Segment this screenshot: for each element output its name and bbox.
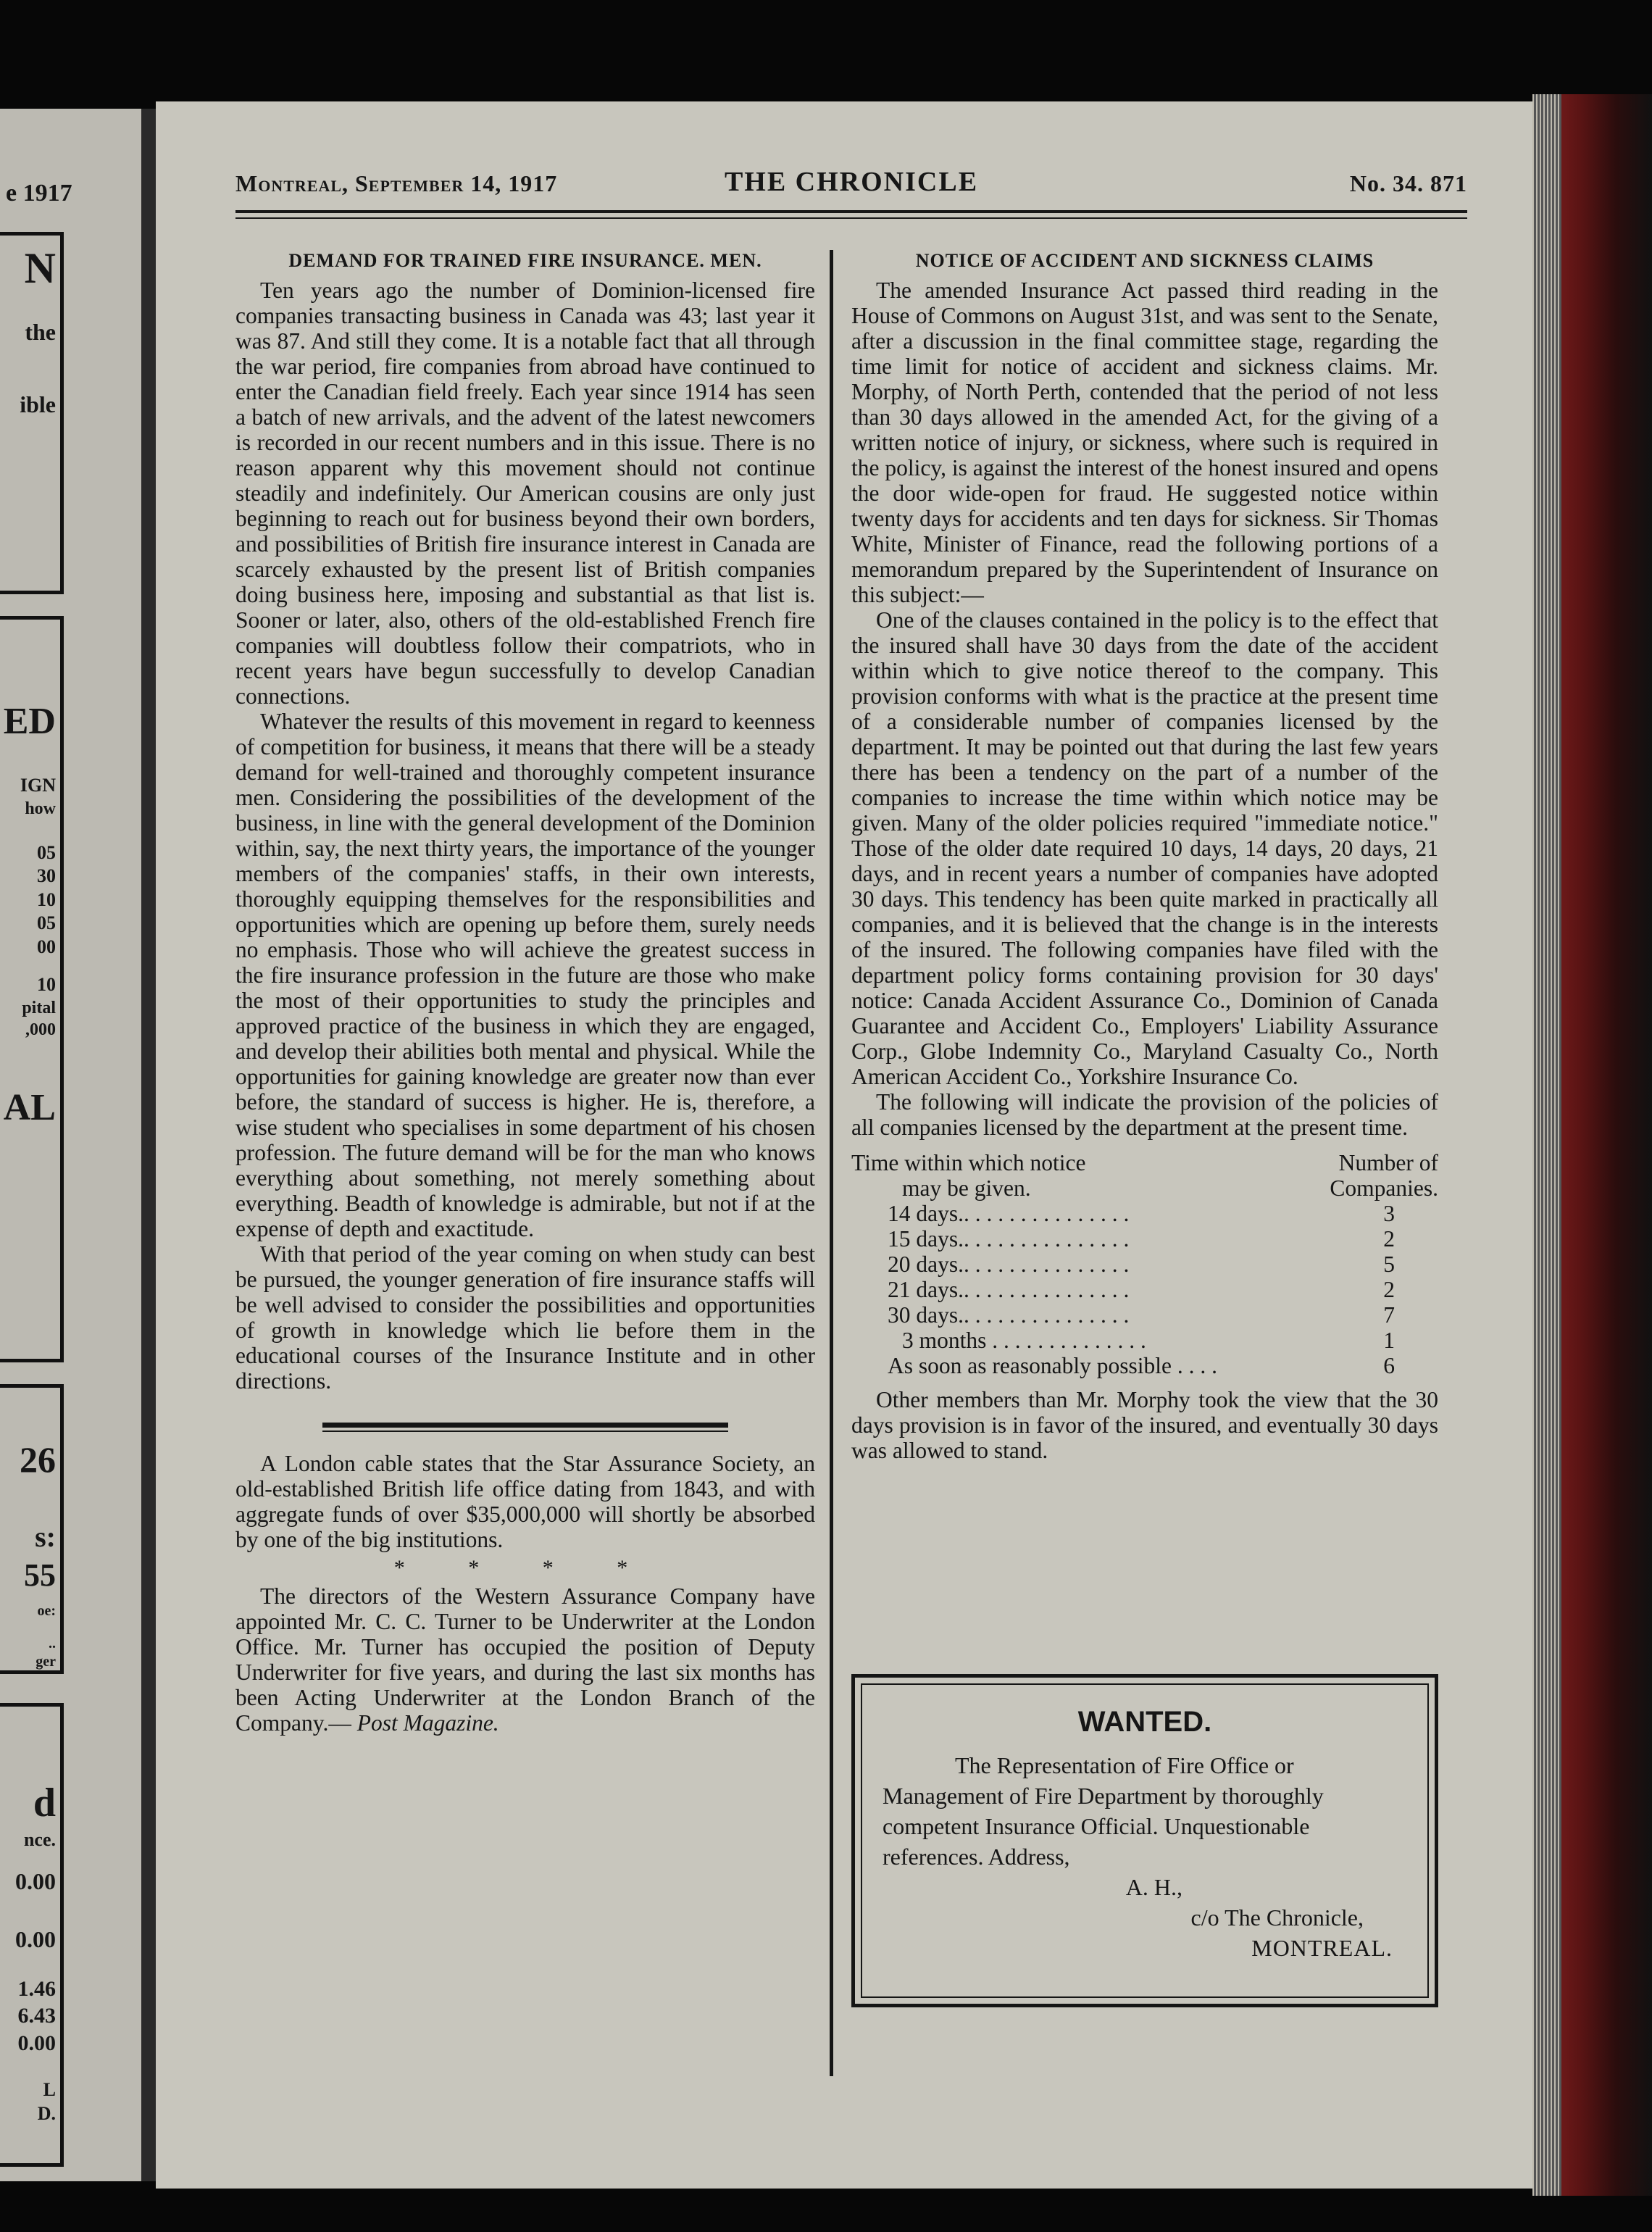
facing-page-fragment — [0, 109, 141, 2181]
table-row: 21 days.. . . . . . . . . . . . . . . 2 — [888, 1277, 1395, 1302]
table-header-left: Time within which notice — [851, 1150, 1086, 1175]
left-column — [235, 250, 815, 1736]
issue-page-number: No. 34. 871 — [1349, 170, 1467, 196]
page-header — [235, 167, 1467, 207]
wanted-address-line: c/o The Chronicle, — [1190, 1904, 1364, 1931]
facing-page-box-1: N the ible — [0, 232, 64, 594]
news-item-western-assurance: The directors of the Western Assurance Company have appointed Mr. C. C. Turner to be Underwriter at the London Office. Mr. Turner has occupied the position of Deputy Underwriter for five years, and during the last six months has been Acting Underwriter at the London Branch of the Company.— Post Magazine. — [235, 1583, 815, 1736]
article-paragraph: With that period of the year coming on when study can best be pursued, the younger generation of fire insurance staffs will be well advised to consider the possibilities and opportunities of growth in knowledge which lie before them in the educational courses of the Insurance Institute and in other directions. — [235, 1241, 815, 1394]
article-paragraph: Ten years ago the number of Dominion-licensed fire companies transacting business in Canada was 43; last year it was 87. And still they come. It is a notable fact that all through the war period, fire companies from abroad have continued to enter the Canadian field freely. Each year since 1914 has seen a batch of new arrivals, and the advent of the latest newcomers is recorded in our recent numbers and in this issue. There is no reason apparent why this movement should not continue steadily and indefinitely. Our American cousins are only just beginning to reach out for business beyond their own borders, and possibilities of British fire insurance interest in Canada are scarcely exhausted by the present list of British companies doing business here, imposing and substantial as that list is. Sooner or later, also, others of the old-established French fire companies will doubtless follow their compatriots, who in recent years have begun successfully to develop Canadian connections. — [235, 278, 815, 709]
article-paragraph: One of the clauses contained in the policy is to the effect that the insured shall have 30 days from the date of the accident within which to give notice thereof to the company. This provision conforms with what is the practice at the present time of a considerable number of companies licensed by the department. It may be pointed out that during the last few years there has been a tendency on the part of a number of the companies to increase the time within which notice may be given. Many of the older policies required "immediate notice." Those of the older date required 10 days, 14 days, 20 days, 21 days, and in recent years a number of companies have adopted 30 days. This tendency has been quite marked in practically all companies, and it is believed that the change is in the interests of the insured. The following companies have filed with the department policy forms containing provision for 30 days' notice: Canada Accident Assurance Co., Dominion of Canada Guarantee and Accident Co., Employers' Liability Assurance Corp., Globe Indemnity Co., Maryland Casualty Co., North American Accident Co., Yorkshire Insurance Co. — [851, 607, 1438, 1089]
table-row: 14 days.. . . . . . . . . . . . . . . 3 — [888, 1201, 1395, 1226]
table-header-right: Companies. — [1330, 1175, 1438, 1201]
article-paragraph: The amended Insurance Act passed third reading in the House of Commons on August 31st, and was sent to the Senate, after a discussion in the final committee stage, regarding the time limit for notice of accident and sickness claims. Mr. Morphy, of North Perth, contended that the period of not less than 30 days allowed in the amended Act, for the giving of a written notice of injury, or sickness, where such is required in the policy, is against the interest of the honest insured and opens the door wide-open for fraud. He suggested notice within twenty days for accidents and ten days for sickness. Sir Thomas White, Minister of Finance, read the following portions of a memorandum prepared by the Superintendent of Insurance on this subject:— — [851, 278, 1438, 607]
table-row: 20 days.. . . . . . . . . . . . . . . 5 — [888, 1252, 1395, 1277]
publication-title: THE CHRONICLE — [724, 167, 979, 197]
wanted-body: The Representation of Fire Office or Management of Fire Department by thoroughly competent Insurance Official. Unquestionable references. Address, — [883, 1752, 1324, 1870]
article-paragraph: The following will indicate the provision of the policies of all companies licensed by the department at the present time. — [851, 1089, 1438, 1140]
wanted-address-line: A. H., — [1125, 1874, 1182, 1900]
newspaper-page — [156, 101, 1532, 2189]
stars-separator: * * * * — [393, 1556, 657, 1580]
news-item-star-assurance: A London cable states that the Star Assurance Society, an old-established British life office dating from 1843, and with aggregate funds of over $35,000,000 will shortly be absorbed by one of the big institutions. — [235, 1451, 815, 1552]
article-title-accident-sickness-claims: NOTICE OF ACCIDENT AND SICKNESS CLAIMS — [915, 250, 1374, 271]
wanted-advertisement — [851, 1674, 1438, 2007]
article-paragraph: Whatever the results of this movement in regard to keenness of competition for business, it means that there will be a steady demand for well-trained and thoroughly competent insurance men. Considering the possibilities of the development of the business, in line with the general development of the Dominion within, say, the next thirty years, the importance of the younger members of the companies' staffs, in their own interests, thoroughly equipping themselves for the responsibilities and opportunities which are opening up before them, surely needs no emphasis. Those who will achieve the greatest success in the fire insurance profession in the future are those who make the most of their opportunities to study the principles and approved practice of the business in which they are engaged, and develop their abilities both mental and physical. While the opportunities for gaining knowledge are greater now than ever before, the standard of success is higher. He is, therefore, a wise student who specialises in some department of his chosen profession. The future demand will be for the man who knows everything about something, not merely something about everything. Beadth of knowledge is admirable, but not if at the expense of depth and exactitude. — [235, 709, 815, 1241]
header-rule-thick — [235, 210, 1467, 213]
header-date: Montreal, September 14, 1917 — [235, 170, 558, 196]
article-paragraph: Other members than Mr. Morphy took the view that the 30 days provision is in favor of the insured, and eventually 30 days was allowed to stand. — [851, 1387, 1438, 1463]
article-title-fire-insurance-men: DEMAND FOR TRAINED FIRE INSURANCE. MEN. — [288, 250, 762, 271]
section-divider — [322, 1423, 728, 1428]
header-rule-thin — [235, 217, 1467, 219]
right-column — [851, 250, 1438, 1463]
facing-page-box-2: ED IGN how 05 30 10 05 00 10 pital ,000 AL — [0, 616, 64, 1362]
wanted-advertisement-inner-border — [861, 1683, 1429, 1998]
book-fore-edge — [1532, 94, 1652, 2196]
table-row: 30 days.. . . . . . . . . . . . . . . 7 — [888, 1302, 1395, 1328]
facing-page-box-4: d nce. 0.00 0.00 1.46 6.43 0.00 L D. — [0, 1703, 64, 2167]
column-divider — [830, 250, 833, 2076]
news-source: Post Magazine. — [356, 1710, 499, 1736]
table-header-left: may be given. — [902, 1175, 1031, 1201]
table-header-right: Number of — [1338, 1150, 1438, 1175]
table-row: As soon as reasonably possible . . . . 6 — [888, 1353, 1395, 1378]
table-row: 15 days.. . . . . . . . . . . . . . . 2 — [888, 1226, 1395, 1252]
wanted-title: WANTED. — [1077, 1706, 1212, 1738]
section-divider-thin — [322, 1431, 728, 1432]
book-binding-gutter — [141, 109, 156, 2181]
facing-page-box-3: 26 s: 55 oe: .. ger — [0, 1384, 64, 1674]
table-row: 3 months . . . . . . . . . . . . . . 1 — [902, 1328, 1395, 1353]
notice-period-table — [851, 1150, 1438, 1378]
wanted-address-line: MONTREAL. — [1251, 1935, 1393, 1961]
facing-page-year: e 1917 — [6, 180, 72, 207]
